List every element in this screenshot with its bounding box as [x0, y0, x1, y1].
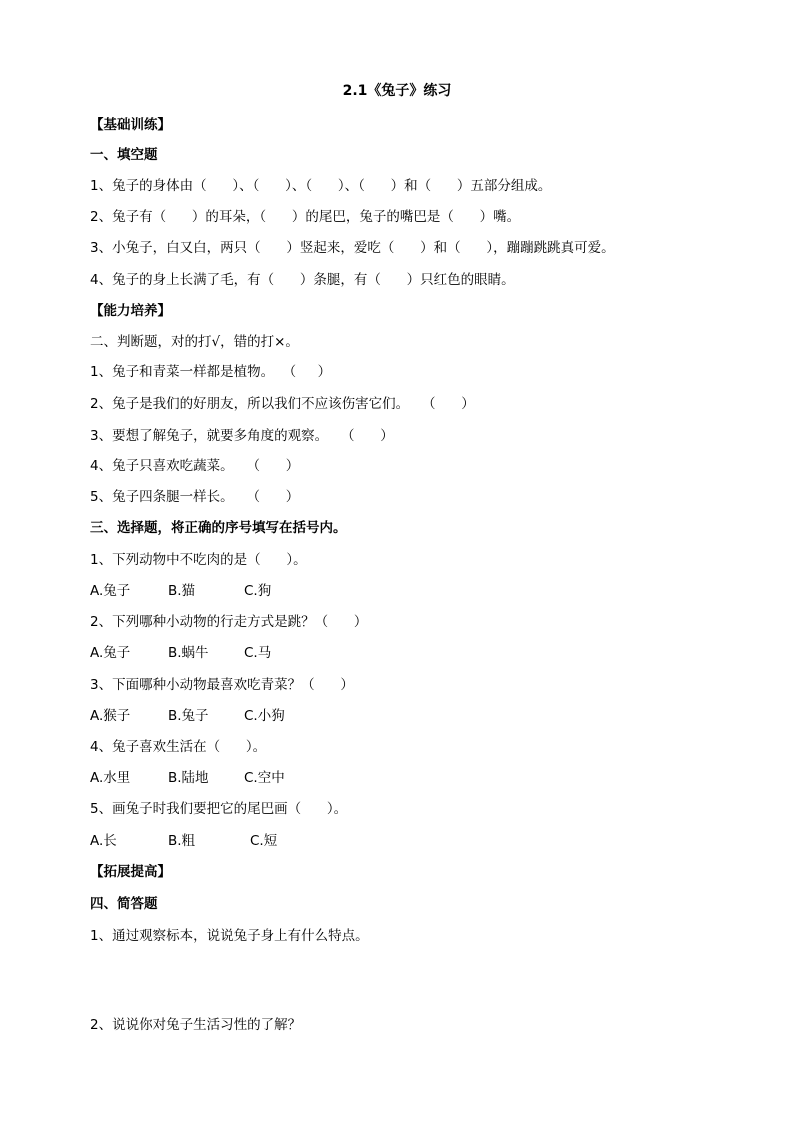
choice-option-a: A.兔子 — [90, 583, 131, 599]
section-basic: 【基础训练】 — [90, 117, 171, 133]
short-answer-item: 1、通过观察标本，说说兔子身上有什么特点。 — [90, 928, 369, 944]
choice-option-b: B.蜗牛 — [168, 645, 209, 661]
choice-option-a: A.长 — [90, 833, 117, 849]
choice-option-c: C.马 — [244, 645, 272, 661]
choice-option-a: A.猴子 — [90, 708, 131, 724]
true-false-item: 1、兔子和青菜一样都是植物。 （ ） — [90, 364, 332, 380]
section-extend: 【拓展提高】 — [90, 864, 171, 880]
fill-blank-item: 3、小兔子，白又白，两只（ ）竖起来，爱吃（ ）和（ ），蹦蹦跳跳真可爱。 — [90, 240, 615, 256]
true-false-item: 3、要想了解兔子，就要多角度的观察。 （ ） — [90, 428, 394, 444]
choice-question: 2、下列哪种小动物的行走方式是跳？（ ） — [90, 614, 368, 630]
choice-option-a: A.兔子 — [90, 645, 131, 661]
fill-blank-item: 2、兔子有（ ）的耳朵，（ ）的尾巴，兔子的嘴巴是（ ）嘴。 — [90, 209, 521, 225]
true-false-item: 4、兔子只喜欢吃蔬菜。 （ ） — [90, 458, 300, 474]
section-ability: 【能力培养】 — [90, 303, 171, 319]
part2-heading: 二、判断题，对的打√，错的打×。 — [90, 334, 299, 350]
part1-heading: 一、填空题 — [90, 147, 158, 163]
part4-heading: 四、简答题 — [90, 896, 158, 912]
choice-question: 4、兔子喜欢生活在（ ）。 — [90, 739, 267, 755]
choice-question: 1、下列动物中不吃肉的是（ ）。 — [90, 552, 307, 568]
choice-option-b: B.猫 — [168, 583, 196, 599]
choice-option-b: B.陆地 — [168, 770, 209, 786]
choice-option-a: A.水里 — [90, 770, 131, 786]
choice-option-c: C.短 — [250, 833, 278, 849]
true-false-item: 2、兔子是我们的好朋友，所以我们不应该伤害它们。 （ ） — [90, 396, 475, 412]
choice-option-b: B.兔子 — [168, 708, 209, 724]
fill-blank-item: 1、兔子的身体由（ ）、（ ）、（ ）、（ ）和（ ）五部分组成。 — [90, 178, 552, 194]
choice-option-b: B.粗 — [168, 833, 196, 849]
short-answer-item: 2、说说你对兔子生活习性的了解？ — [90, 1017, 302, 1033]
true-false-item: 5、兔子四条腿一样长。 （ ） — [90, 489, 300, 505]
part3-heading: 三、选择题，将正确的序号填写在括号内。 — [90, 520, 347, 536]
choice-question: 5、画兔子时我们要把它的尾巴画（ ）。 — [90, 801, 348, 817]
choice-option-c: C.狗 — [244, 583, 272, 599]
page-title: 2.1《兔子》练习 — [342, 83, 452, 99]
choice-question: 3、下面哪种小动物最喜欢吃青菜？（ ） — [90, 677, 354, 693]
fill-blank-item: 4、兔子的身上长满了毛，有（ ）条腿，有（ ）只红色的眼睛。 — [90, 272, 515, 288]
choice-option-c: C.空中 — [244, 770, 285, 786]
choice-option-c: C.小狗 — [244, 708, 285, 724]
